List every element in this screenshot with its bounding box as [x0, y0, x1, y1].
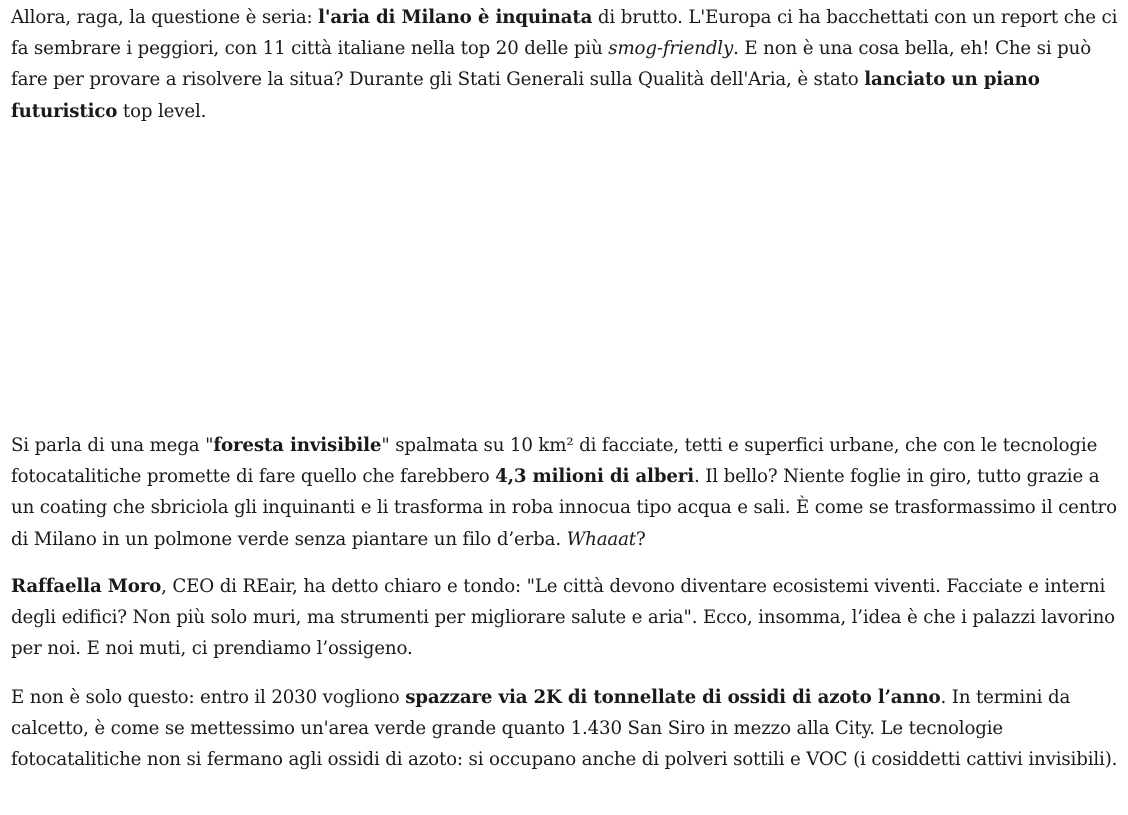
paragraph-quote-moro — [11, 571, 1121, 665]
bold-text: Raffaella Moro — [11, 576, 162, 597]
bold-text: l'aria di Milano è inquinata — [318, 7, 593, 28]
text: . In termini da calcetto, è come se mettessimo un'area verde grande quanto 1.430 San Siro in mezzo alla City. Le tecnologie fotocatalitiche non si fermano agli ossidi di azoto: si occupano anche di polveri sottili e VOC (i cosiddetti cattivi invisibili). — [11, 687, 1118, 771]
bold-text: lanciato un piano futuristico — [11, 69, 1040, 122]
text: . Il bello? Niente foglie in giro, tutto grazie a un coating che sbriciola gli inquinanti e li trasforma in roba innocua tipo acqua e sali. È come se trasformassimo il centro di Milano in un polmone verde senza piantare un filo d’erba. — [11, 466, 1117, 550]
text: di brutto. L'Europa ci ha bacchettati con un report che ci fa sembrare i peggiori, con 11 città italiane nella top 20 delle più — [11, 7, 1118, 60]
paragraph-foresta-invisibile — [11, 430, 1121, 555]
text: Allora, raga, la questione è seria: — [11, 7, 319, 28]
text: . E non è una cosa bella, eh! Che si può fare per provare a risolvere la situa? Durante gli Stati Generali sulla Qualità dell'Aria, è stato — [11, 38, 1092, 91]
text: , CEO di REair, ha detto chiaro e tondo: "Le città devono diventare ecosistemi viventi. Facciate e interni degli edifici? Non più solo muri, ma strumenti per migliorare salute e aria". Ecco, insomma, l’idea è che i palazzi lavorino per noi. E noi muti, ci prendiamo l’ossigeno. — [11, 576, 1115, 660]
text: top level. — [117, 100, 207, 122]
italic-text: Whaaat — [566, 528, 636, 550]
text: ? — [635, 528, 646, 550]
italic-text: smog-friendly — [608, 38, 734, 60]
blank-ad-space — [11, 124, 1121, 424]
bold-text: 4,3 milioni di alberi — [495, 466, 694, 488]
text: Si parla di una mega " — [11, 435, 214, 456]
bold-text: foresta invisibile — [213, 435, 382, 456]
paragraph-intro — [11, 2, 1121, 127]
bold-text: spazzare via 2K di tonnellate di ossidi di azoto l’anno — [405, 687, 941, 708]
text: " spalmata su 10 km² di facciate, tetti e superfici urbane, che con le tecnologie fotocatalitiche promette di fare quello che farebbero — [11, 435, 1098, 488]
paragraph-ossidi-azoto — [11, 682, 1121, 776]
text: E non è solo questo: entro il 2030 vogliono — [11, 687, 406, 708]
